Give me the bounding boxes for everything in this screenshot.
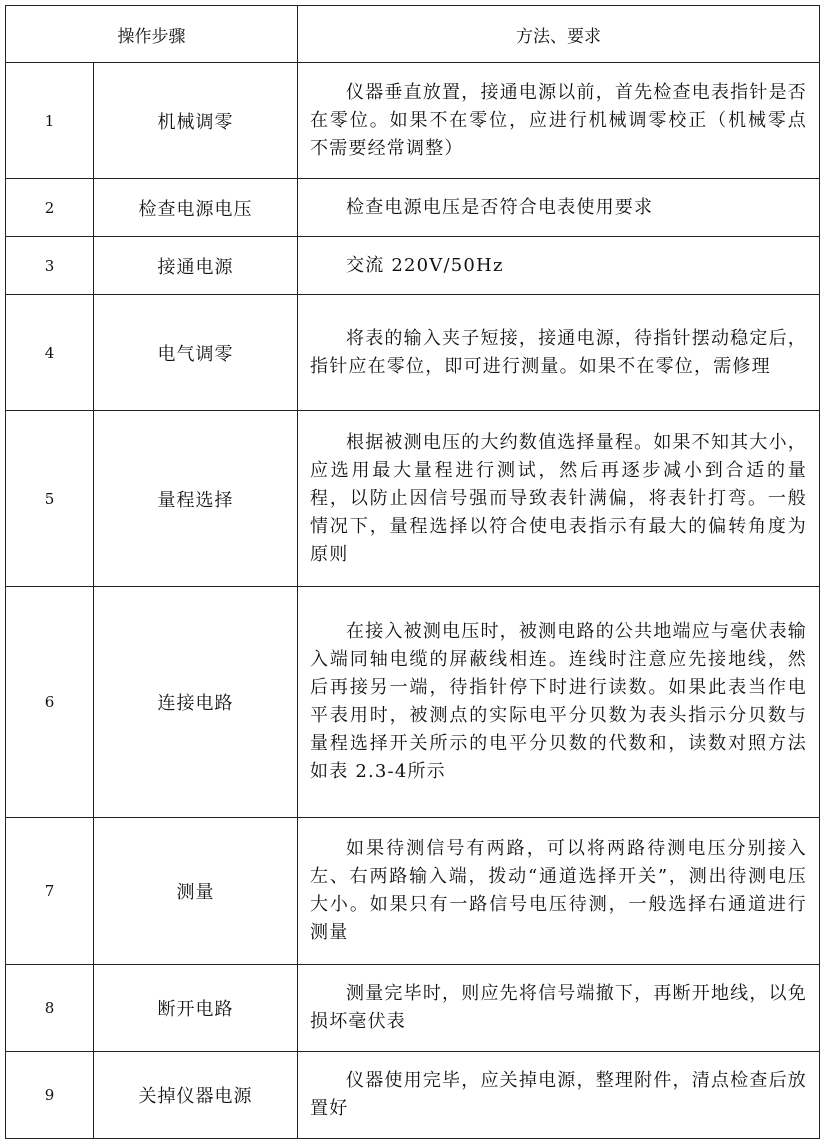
row-step: 连接电路 (94, 587, 298, 818)
table-row (6, 411, 820, 587)
row-number: 4 (6, 295, 94, 411)
row-step: 电气调零 (94, 295, 298, 411)
table-row (6, 1052, 820, 1139)
row-step: 关掉仪器电源 (94, 1052, 298, 1139)
row-description: 测量完毕时，则应先将信号端撤下，再断开地线，以免损坏毫伏表 (298, 965, 820, 1052)
row-description: 将表的输入夹子短接，接通电源，待指针摆动稳定后，指针应在零位，即可进行测量。如果不在零位，需修理 (298, 295, 820, 411)
operation-steps-table (5, 5, 820, 1139)
table-row (6, 818, 820, 965)
table-row (6, 965, 820, 1052)
row-description: 交流 220V/50Hz (298, 237, 820, 295)
row-number: 6 (6, 587, 94, 818)
row-description: 检查电源电压是否符合电表使用要求 (298, 179, 820, 237)
row-number: 8 (6, 965, 94, 1052)
table-row (6, 63, 820, 179)
row-number: 1 (6, 63, 94, 179)
header-operation-step: 操作步骤 (6, 6, 298, 63)
row-number: 3 (6, 237, 94, 295)
table-row (6, 587, 820, 818)
table-row (6, 179, 820, 237)
row-number: 5 (6, 411, 94, 587)
row-description: 仪器使用完毕，应关掉电源，整理附件，清点检查后放置好 (298, 1052, 820, 1139)
row-step: 接通电源 (94, 237, 298, 295)
table-row (6, 295, 820, 411)
row-description: 仪器垂直放置，接通电源以前，首先检查电表指针是否在零位。如果不在零位，应进行机械调零校正（机械零点不需要经常调整） (298, 63, 820, 179)
table-row (6, 237, 820, 295)
row-description: 在接入被测电压时，被测电路的公共地端应与毫伏表输入端同轴电缆的屏蔽线相连。连线时注意应先接地线，然后再接另一端，待指针停下时进行读数。如果此表当作电平表用时，被测点的实际电平分贝数为表头指示分贝数与量程选择开关所示的电平分贝数的代数和，读数对照方法如表 2.3-4所示 (298, 587, 820, 818)
table-header-row (6, 6, 820, 63)
row-number: 2 (6, 179, 94, 237)
row-number: 9 (6, 1052, 94, 1139)
row-number: 7 (6, 818, 94, 965)
row-description: 根据被测电压的大约数值选择量程。如果不知其大小，应选用最大量程进行测试，然后再逐步减小到合适的量程，以防止因信号强而导致表针满偏，将表针打弯。一般情况下，量程选择以符合使电表指示有最大的偏转角度为原则 (298, 411, 820, 587)
row-step: 机械调零 (94, 63, 298, 179)
operation-steps-table-container (5, 5, 819, 1139)
row-description: 如果待测信号有两路，可以将两路待测电压分别接入左、右两路输入端，拨动“通道选择开关”，测出待测电压大小。如果只有一路信号电压待测，一般选择右通道进行测量 (298, 818, 820, 965)
header-method-requirement: 方法、要求 (298, 6, 820, 63)
row-step: 检查电源电压 (94, 179, 298, 237)
row-step: 量程选择 (94, 411, 298, 587)
row-step: 测量 (94, 818, 298, 965)
row-step: 断开电路 (94, 965, 298, 1052)
